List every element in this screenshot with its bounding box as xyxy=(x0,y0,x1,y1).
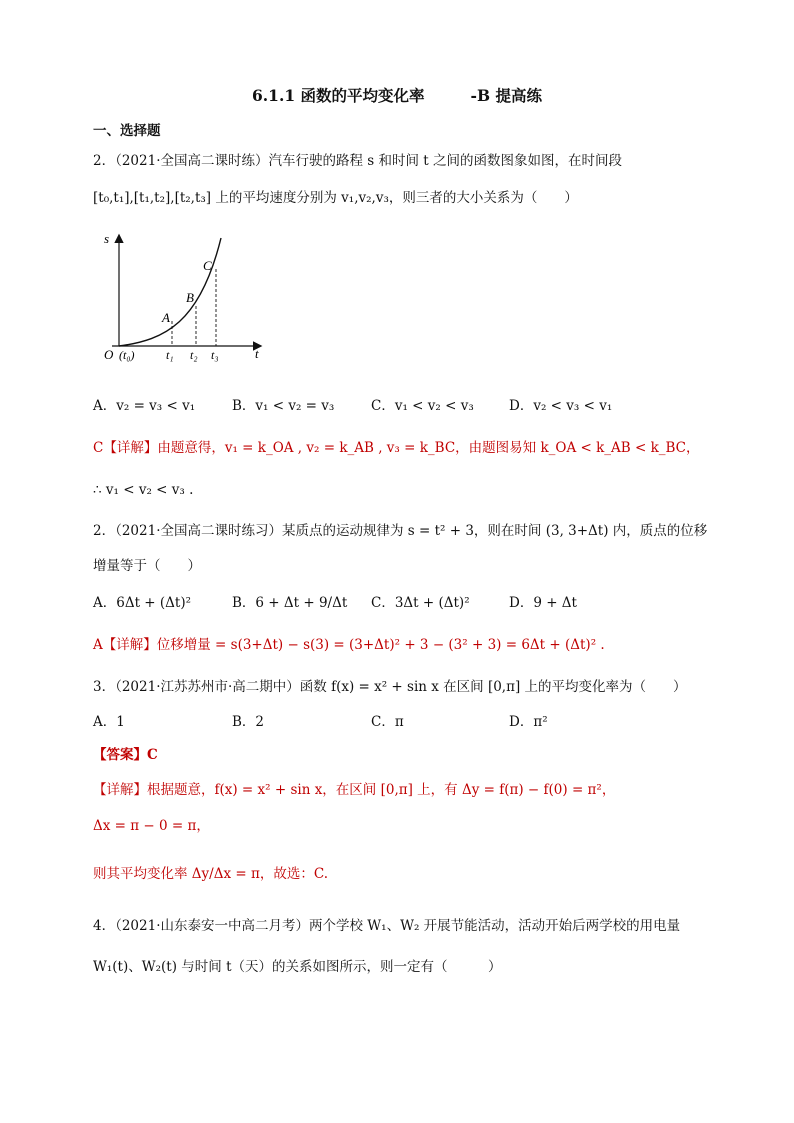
q3-answer-label: 【答案】C xyxy=(93,747,158,763)
q1-stem-line2: [t₀,t₁],[t₁,t₂],[t₂,t₃] 上的平均速度分别为 v₁,v₂,v₃，则三者的大小关系为（ ） xyxy=(93,190,578,206)
q1-distance-time-graph xyxy=(90,228,270,368)
t2-label: t₂ xyxy=(190,348,198,362)
q2-option-d: D．9 + Δt xyxy=(509,595,577,611)
q1-option-a: A．v₂ = v₃ < v₁ xyxy=(93,398,196,414)
t1-label: t₁ xyxy=(166,348,174,362)
q3-option-c: C．π xyxy=(371,714,404,730)
q3-option-b: B．2 xyxy=(232,714,265,730)
q2-option-b: B．6 + Δt + 9/Δt xyxy=(232,595,348,611)
title-main: 6.1.1 函数的平均变化率 xyxy=(252,86,425,105)
q3-detail-line2: Δx = π − 0 = π， xyxy=(93,818,210,834)
q2-option-c: C．3Δt + (Δt)² xyxy=(371,595,470,611)
q3-option-a: A．1 xyxy=(93,714,125,730)
axis-label-t: t xyxy=(255,346,259,361)
t3-label: t₃ xyxy=(211,348,219,362)
origin-label: O xyxy=(104,347,114,362)
q1-answer-line2: ∴ v₁ < v₂ < v₃ . xyxy=(93,482,194,498)
q1-answer-line1: C【详解】由题意得，v₁ = k_OA , v₂ = k_AB , v₃ = k_BC，由题图易知 k_OA < k_AB < k_BC， xyxy=(93,440,700,456)
q2-option-a: A．6Δt + (Δt)² xyxy=(93,595,192,611)
q2-stem-line2: 增量等于（ ） xyxy=(93,558,201,574)
point-B-label: B xyxy=(186,290,194,305)
q3-option-d: D．π² xyxy=(509,714,548,730)
t0-label: (t₀) xyxy=(119,348,135,362)
axis-label-s: s xyxy=(104,231,110,246)
q1-stem-line1: 2．（2021·全国高二课时练）汽车行驶的路程 s 和时间 t 之间的函数图象如图，在时间段 xyxy=(93,153,623,169)
page-title xyxy=(0,84,794,106)
q3-detail-line1: 【详解】根据题意，f(x) = x² + sin x，在区间 [0,π] 上，有 Δy = f(π) − f(0) = π²， xyxy=(93,782,616,798)
title-suffix: -B 提高练 xyxy=(470,86,542,105)
point-A-label: A xyxy=(162,310,170,325)
q2-stem-line1: 2．（2021·全国高二课时练习）某质点的运动规律为 s = t² + 3，则在时间 (3, 3+Δt) 内，质点的位移 xyxy=(93,523,708,539)
q4-stem-line2: W₁(t)、W₂(t) 与时间 t（天）的关系如图所示，则一定有（ ） xyxy=(93,959,502,975)
q3-stem: 3．（2021·江苏苏州市·高二期中）函数 f(x) = x² + sin x 在区间 [0,π] 上的平均变化率为（ ） xyxy=(93,679,687,695)
q1-option-d: D．v₂ < v₃ < v₁ xyxy=(509,398,613,414)
q1-option-b: B．v₁ < v₂ = v₃ xyxy=(232,398,335,414)
q2-answer: A【详解】位移增量 = s(3+Δt) − s(3) = (3+Δt)² + 3 − (3² + 3) = 6Δt + (Δt)² . xyxy=(93,637,605,653)
point-C-label: C xyxy=(203,258,212,273)
q1-option-c: C．v₁ < v₂ < v₃ xyxy=(371,398,474,414)
q3-detail-line3: 则其平均变化率 Δy/Δx = π，故选：C. xyxy=(93,866,328,882)
q4-stem-line1: 4．（2021·山东泰安一中高二月考）两个学校 W₁、W₂ 开展节能活动，活动开始后两学校的用电量 xyxy=(93,918,681,934)
curve xyxy=(119,238,221,346)
section-heading: 一、选择题 xyxy=(93,123,161,139)
